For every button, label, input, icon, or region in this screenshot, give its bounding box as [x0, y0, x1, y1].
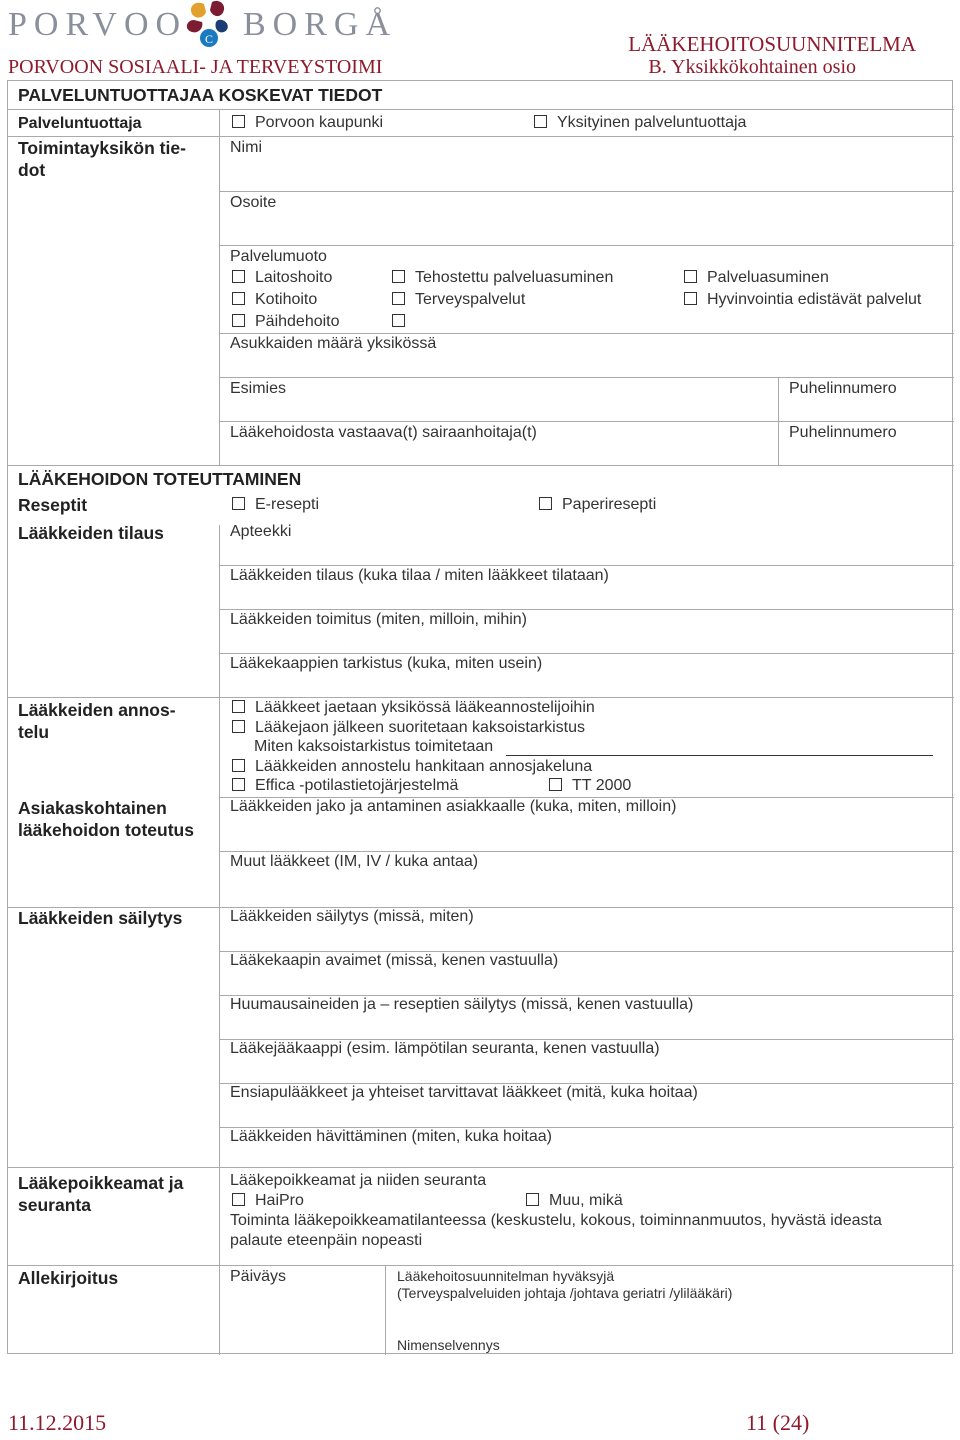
field-phone-supervisor[interactable]: Puhelinnumero	[789, 380, 897, 397]
checkbox-icon[interactable]	[232, 700, 245, 713]
service-type-label: Palvelumuoto	[230, 248, 327, 265]
option-paper-prescription[interactable]: Paperiresepti	[539, 495, 656, 515]
option-kotihoito[interactable]: Kotihoito	[232, 290, 317, 310]
page-number: 11 (24)	[746, 1410, 810, 1435]
section-title-medication: LÄÄKEHOIDON TOTEUTTAMINEN	[18, 469, 302, 489]
logo-text-porvoo: PORVOO	[8, 6, 188, 43]
document-title: LÄÄKEHOITOSUUNNITELMA	[628, 32, 916, 56]
field-pharmacy[interactable]: Apteekki	[230, 523, 292, 540]
field-delivery[interactable]: Lääkkeiden toimitus (miten, milloin, mihin)	[230, 611, 527, 628]
field-first-aid[interactable]: Ensiapulääkkeet ja yhteiset tarvittavat lääkkeet (mitä, kuka hoitaa)	[230, 1084, 698, 1101]
field-storage[interactable]: Lääkkeiden säilytys (missä, miten)	[230, 908, 474, 925]
field-address[interactable]: Osoite	[230, 194, 277, 211]
city-logo-icon	[182, 0, 238, 52]
deviation-title: Lääkepoikkeamat ja niiden seuranta	[230, 1172, 487, 1189]
checkbox-icon[interactable]	[232, 292, 245, 305]
field-disposal[interactable]: Lääkkeiden hävittäminen (miten, kuka hoitaa)	[230, 1128, 552, 1145]
dosing-label: Lääkkeiden annos- telu	[18, 700, 176, 742]
checkbox-icon[interactable]	[232, 314, 245, 327]
checkbox-icon[interactable]	[232, 1193, 245, 1206]
field-keys[interactable]: Lääkekaapin avaimet (missä, kenen vastuulla)	[230, 952, 559, 969]
approver-sub-label: (Terveyspalveluiden johtaja /johtava geriatri /ylilääkäri)	[397, 1285, 733, 1301]
checkbox-icon[interactable]	[534, 115, 547, 128]
checkbox-icon[interactable]	[392, 292, 405, 305]
option-haipro[interactable]: HaiPro	[232, 1191, 304, 1211]
checkbox-icon[interactable]	[232, 778, 245, 791]
option-tehostettu[interactable]: Tehostettu palveluasuminen	[392, 268, 613, 288]
field-narcotics[interactable]: Huumausaineiden ja – reseptien säilytys (missä, kenen vastuulla)	[230, 996, 694, 1013]
checkbox-icon[interactable]	[526, 1193, 539, 1206]
field-fridge[interactable]: Lääkejääkaappi (esim. lämpötilan seuranta, kenen vastuulla)	[230, 1040, 660, 1057]
option-palveluasuminen[interactable]: Palveluasuminen	[684, 268, 829, 288]
client-specific-label: Asiakaskohtainen lääkehoidon toteutus	[18, 798, 194, 840]
section-title-provider: PALVELUNTUOTTAJAA KOSKEVAT TIEDOT	[18, 85, 383, 105]
option-dose-dispensing[interactable]: Lääkkeiden annostelu hankitaan annosjakeluna	[232, 757, 592, 777]
field-residents[interactable]: Asukkaiden määrä yksikössä	[230, 335, 437, 352]
field-responsible-nurse[interactable]: Lääkehoidosta vastaava(t) sairaanhoitaja(t)	[230, 424, 537, 441]
double-check-how-label: Miten kaksoistarkistus toimitetaan	[254, 738, 494, 755]
double-check-how-line[interactable]	[506, 755, 933, 756]
field-phone-nurse[interactable]: Puhelinnumero	[789, 424, 897, 441]
field-name-clarification[interactable]: Nimenselvennys	[397, 1337, 500, 1353]
unit-label: Toimintayksikön tie- dot	[18, 138, 186, 180]
deviation-label: Lääkepoikkeamat ja seuranta	[18, 1173, 184, 1215]
checkbox-icon[interactable]	[684, 270, 697, 283]
option-paihdehoito[interactable]: Päihdehoito	[232, 312, 340, 332]
ordering-label: Lääkkeiden tilaus	[18, 523, 164, 543]
option-private[interactable]: Yksityinen palveluntuottaja	[534, 113, 746, 133]
approver-label: Lääkehoitosuunnitelman hyväksyjä	[397, 1268, 615, 1284]
field-cabinet-check[interactable]: Lääkekaappien tarkistus (kuka, miten usein)	[230, 655, 543, 672]
option-other-service[interactable]	[392, 312, 415, 332]
checkbox-icon[interactable]	[232, 115, 245, 128]
footer-date: 11.12.2015	[8, 1410, 107, 1435]
option-e-prescription[interactable]: E-resepti	[232, 495, 319, 515]
checkbox-icon[interactable]	[232, 720, 245, 733]
field-supervisor[interactable]: Esimies	[230, 380, 287, 397]
option-effica[interactable]: Effica -potilastietojärjestelmä	[232, 776, 458, 796]
option-hyvinvointi[interactable]: Hyvinvointia edistävät palvelut	[684, 290, 921, 310]
checkbox-icon[interactable]	[232, 270, 245, 283]
checkbox-icon[interactable]	[392, 270, 405, 283]
field-ordering[interactable]: Lääkkeiden tilaus (kuka tilaa / miten lääkkeet tilataan)	[230, 567, 609, 584]
option-city[interactable]: Porvoon kaupunki	[232, 113, 383, 133]
checkbox-icon[interactable]	[392, 314, 405, 327]
option-laitoshoito[interactable]: Laitoshoito	[232, 268, 332, 288]
field-name[interactable]: Nimi	[230, 139, 262, 156]
logo-text-borga: BORGÅ	[243, 6, 398, 43]
checkbox-icon[interactable]	[684, 292, 697, 305]
field-date[interactable]: Päiväys	[230, 1268, 287, 1285]
document-subtitle: B. Yksikkökohtainen osio	[648, 56, 856, 78]
field-other-meds[interactable]: Muut lääkkeet (IM, IV / kuka antaa)	[230, 853, 479, 870]
medication-plan-form	[7, 80, 953, 1354]
option-other-what[interactable]: Muu, mikä	[526, 1191, 623, 1211]
field-deviation-action[interactable]: Toiminta lääkepoikkeamatilanteessa (keskustelu, kokous, toiminnanmuutos, hyvästä ideasta	[230, 1212, 882, 1229]
field-deviation-action-cont: palaute eteenpäin nopeasti	[230, 1232, 423, 1249]
option-double-check[interactable]: Lääkejaon jälkeen suoritetaan kaksoistarkistus	[232, 718, 585, 738]
svg-text:C: C	[205, 32, 214, 46]
signature-label: Allekirjoitus	[18, 1268, 119, 1288]
option-dose-dispensers[interactable]: Lääkkeet jaetaan yksikössä lääkeannostelijoihin	[232, 698, 595, 718]
checkbox-icon[interactable]	[232, 759, 245, 772]
field-distribution[interactable]: Lääkkeiden jako ja antaminen asiakkaalle (kuka, miten, milloin)	[230, 798, 677, 815]
checkbox-icon[interactable]	[539, 497, 552, 510]
organization-name: PORVOON SOSIAALI- JA TERVEYSTOIMI	[8, 56, 383, 78]
option-terveyspalvelut[interactable]: Terveyspalvelut	[392, 290, 525, 310]
provider-label: Palveluntuottaja	[18, 115, 142, 132]
prescriptions-label: Reseptit	[18, 495, 88, 515]
checkbox-icon[interactable]	[232, 497, 245, 510]
storage-label: Lääkkeiden säilytys	[18, 908, 183, 928]
checkbox-icon[interactable]	[549, 778, 562, 791]
option-tt2000[interactable]: TT 2000	[549, 776, 631, 796]
